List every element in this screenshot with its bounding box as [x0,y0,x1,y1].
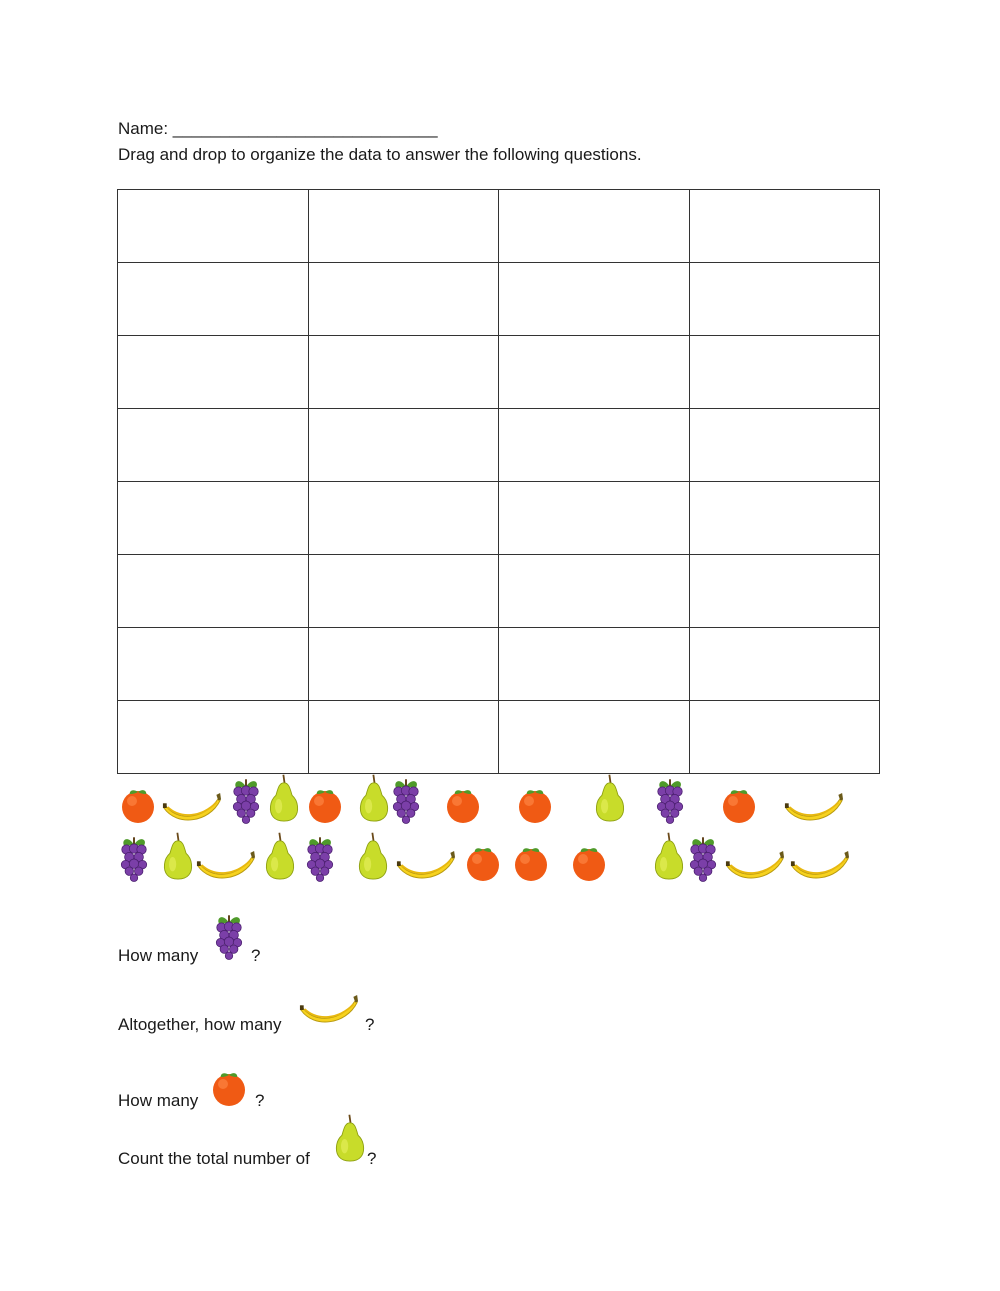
grid-drop-cell[interactable] [499,701,690,774]
orange-icon[interactable] [569,842,609,889]
orange-icon[interactable] [443,784,483,831]
grid-drop-cell[interactable] [118,336,309,409]
question-banana [118,1015,375,1035]
question-orange [118,1091,265,1111]
grid-drop-cell[interactable] [118,263,309,336]
grid-drop-cell[interactable] [689,336,880,409]
grid-drop-cell[interactable] [118,409,309,482]
grid-drop-cell[interactable] [308,336,499,409]
grid-drop-cell[interactable] [689,263,880,336]
grid-drop-cell[interactable] [308,190,499,263]
banana-icon[interactable] [790,848,850,889]
grid-drop-cell[interactable] [308,628,499,701]
grid-drop-cell[interactable] [499,190,690,263]
grid-row [118,190,880,263]
grid-drop-cell[interactable] [118,482,309,555]
grapes-icon [213,910,245,967]
grid-drop-cell[interactable] [499,482,690,555]
grapes-icon[interactable] [390,774,422,831]
question-pear [118,1149,377,1169]
grid-row [118,409,880,482]
question-suffix: ? [251,946,261,965]
grid-row [118,336,880,409]
orange-icon[interactable] [118,784,158,831]
pear-icon[interactable] [592,772,628,831]
question-suffix: ? [365,1015,375,1034]
banana-icon[interactable] [162,790,222,831]
banana-icon[interactable] [196,848,256,889]
question-prefix: Altogether, how many [118,1015,282,1034]
grid-drop-cell[interactable] [118,190,309,263]
question-prefix: Count the total number of [118,1149,310,1168]
question-prefix: How many [118,946,199,965]
grid-drop-cell[interactable] [499,263,690,336]
grid-drop-cell[interactable] [118,701,309,774]
pear-icon[interactable] [262,830,298,889]
grid-drop-cell[interactable] [118,628,309,701]
grapes-icon[interactable] [687,832,719,889]
grid-drop-cell[interactable] [689,701,880,774]
grid-row [118,555,880,628]
pear-icon [332,1112,368,1171]
grid-drop-cell[interactable] [308,482,499,555]
name-field-label: Name: ____________________________ [118,119,438,138]
grid-drop-cell[interactable] [118,555,309,628]
banana-icon[interactable] [725,848,785,889]
question-suffix: ? [255,1091,265,1110]
grapes-icon[interactable] [304,832,336,889]
grid-row [118,701,880,774]
grid-drop-cell[interactable] [689,555,880,628]
pear-icon[interactable] [355,830,391,889]
pear-icon[interactable] [160,830,196,889]
orange-icon [209,1067,249,1114]
question-prefix: How many [118,1091,199,1110]
orange-icon[interactable] [515,784,555,831]
banana-icon[interactable] [784,790,844,831]
orange-icon[interactable] [463,842,503,889]
grid-row [118,482,880,555]
banana-icon [299,992,359,1033]
grid-drop-cell[interactable] [689,628,880,701]
grapes-icon[interactable] [118,832,150,889]
orange-icon[interactable] [511,842,551,889]
grapes-icon[interactable] [654,774,686,831]
grid-drop-cell[interactable] [308,555,499,628]
grid-drop-cell[interactable] [499,409,690,482]
orange-icon[interactable] [305,784,345,831]
grid-drop-cell[interactable] [499,555,690,628]
grid-drop-cell[interactable] [308,263,499,336]
pear-icon[interactable] [266,772,302,831]
grid-row [118,263,880,336]
grapes-icon[interactable] [230,774,262,831]
grid-drop-cell[interactable] [689,190,880,263]
grid-drop-cell[interactable] [499,336,690,409]
grid-drop-cell[interactable] [308,409,499,482]
sorting-grid [117,189,880,774]
pear-icon[interactable] [651,830,687,889]
pear-icon[interactable] [356,772,392,831]
banana-icon[interactable] [396,848,456,889]
grid-drop-cell[interactable] [689,482,880,555]
orange-icon[interactable] [719,784,759,831]
grid-drop-cell[interactable] [499,628,690,701]
grid-row [118,628,880,701]
question-suffix: ? [367,1149,377,1168]
instructions-text: Drag and drop to organize the data to answer the following questions. [118,145,642,164]
grid-drop-cell[interactable] [308,701,499,774]
grid-drop-cell[interactable] [689,409,880,482]
question-grapes [118,946,261,966]
